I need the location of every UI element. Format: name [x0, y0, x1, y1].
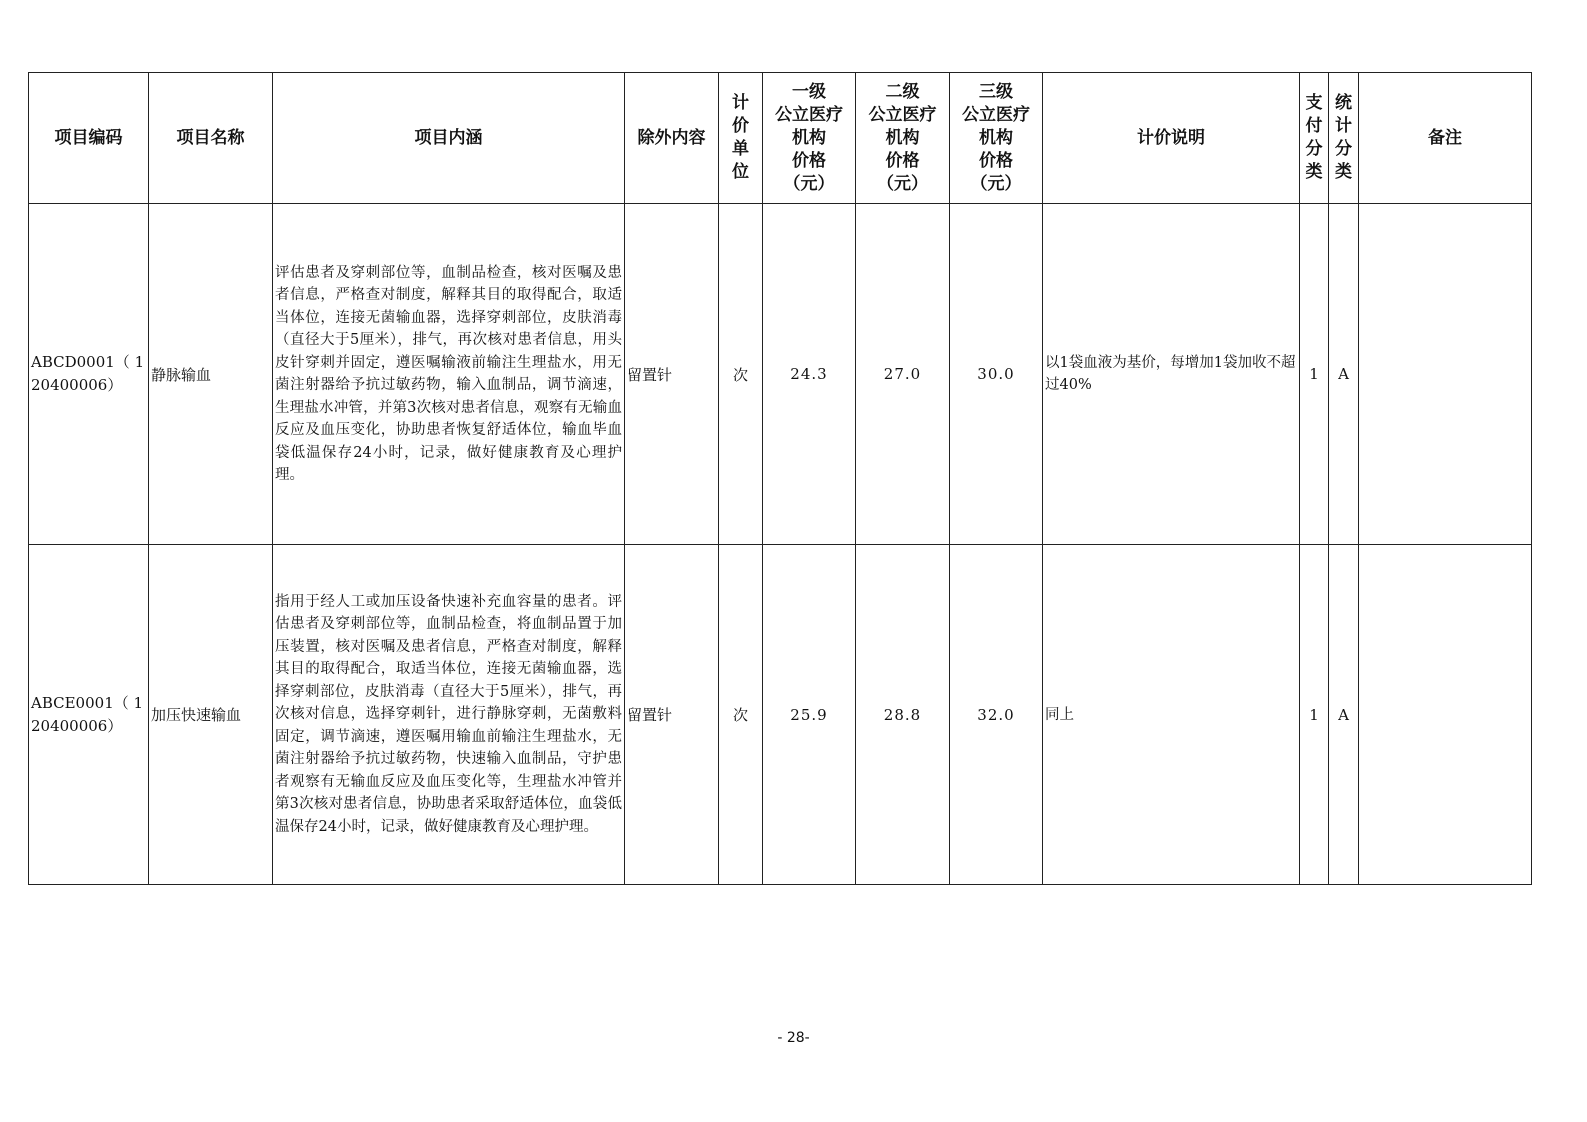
item-unit: 次 — [719, 204, 763, 545]
price-table — [28, 72, 1532, 885]
table-row — [29, 204, 1532, 545]
header-code: 项目编码 — [29, 73, 149, 204]
item-payment-class: 1 — [1300, 204, 1329, 545]
item-exclusion: 留置针 — [625, 204, 719, 545]
header-level3-price: 三级 公立医疗 机构 价格 （元） — [950, 73, 1043, 204]
header-unit: 计 价 单 位 — [719, 73, 763, 204]
item-price-level3: 32.0 — [950, 545, 1043, 885]
item-unit: 次 — [719, 545, 763, 885]
header-content: 项目内涵 — [273, 73, 625, 204]
item-stat-class: A — [1329, 545, 1359, 885]
item-content: 评估患者及穿刺部位等，血制品检查，核对医嘱及患者信息，严格查对制度，解释其目的取得配合，取适当体位，连接无菌输血器，选择穿刺部位，皮肤消毒（直径大于5厘米），排气，再次核对患者信息，用头皮针穿刺并固定，遵医嘱输液前输注生理盐水，用无菌注射器给予抗过敏药物，输入血制品，调节滴速，生理盐水冲管，并第3次核对患者信息，观察有无输血反应及血压变化，协助患者恢复舒适体位，输血毕血袋低温保存24小时，记录，做好健康教育及心理护理。 — [273, 204, 625, 545]
item-remark — [1359, 204, 1532, 545]
table-row — [29, 545, 1532, 885]
item-name: 加压快速输血 — [149, 545, 273, 885]
header-level2-price: 二级 公立医疗 机构 价格 （元） — [856, 73, 950, 204]
item-pricing-note: 同上 — [1043, 545, 1300, 885]
header-row — [29, 73, 1532, 204]
header-stat: 统 计 分 类 — [1329, 73, 1359, 204]
item-code: ABCD0001（ 120400006） — [29, 204, 149, 545]
item-price-level1: 25.9 — [763, 545, 856, 885]
item-code: ABCE0001（ 120400006） — [29, 545, 149, 885]
item-pricing-note: 以1袋血液为基价，每增加1袋加收不超过40% — [1043, 204, 1300, 545]
header-remark: 备注 — [1359, 73, 1532, 204]
item-stat-class: A — [1329, 204, 1359, 545]
header-exclusion: 除外内容 — [625, 73, 719, 204]
item-name: 静脉输血 — [149, 204, 273, 545]
header-name: 项目名称 — [149, 73, 273, 204]
header-level1-price: 一级 公立医疗 机构 价格 （元） — [763, 73, 856, 204]
item-content: 指用于经人工或加压设备快速补充血容量的患者。评估患者及穿刺部位等，血制品检查，将血制品置于加压装置，核对医嘱及患者信息，严格查对制度，解释其目的取得配合，取适当体位，连接无菌输血器，选择穿刺部位，皮肤消毒（直径大于5厘米），排气，再次核对信息，选择穿刺针，进行静脉穿刺，无菌敷料固定，调节滴速，遵医嘱用输血前输注生理盐水，无菌注射器给予抗过敏药物，快速输入血制品，守护患者观察有无输血反应及血压变化等，生理盐水冲管并第3次核对患者信息，协助患者采取舒适体位，血袋低温保存24小时，记录，做好健康教育及心理护理。 — [273, 545, 625, 885]
item-price-level1: 24.3 — [763, 204, 856, 545]
item-price-level2: 27.0 — [856, 204, 950, 545]
header-payment: 支 付 分 类 — [1300, 73, 1329, 204]
item-payment-class: 1 — [1300, 545, 1329, 885]
item-price-level2: 28.8 — [856, 545, 950, 885]
item-price-level3: 30.0 — [950, 204, 1043, 545]
item-exclusion: 留置针 — [625, 545, 719, 885]
page-number: - 28- — [777, 1030, 810, 1046]
item-remark — [1359, 545, 1532, 885]
header-note: 计价说明 — [1043, 73, 1300, 204]
